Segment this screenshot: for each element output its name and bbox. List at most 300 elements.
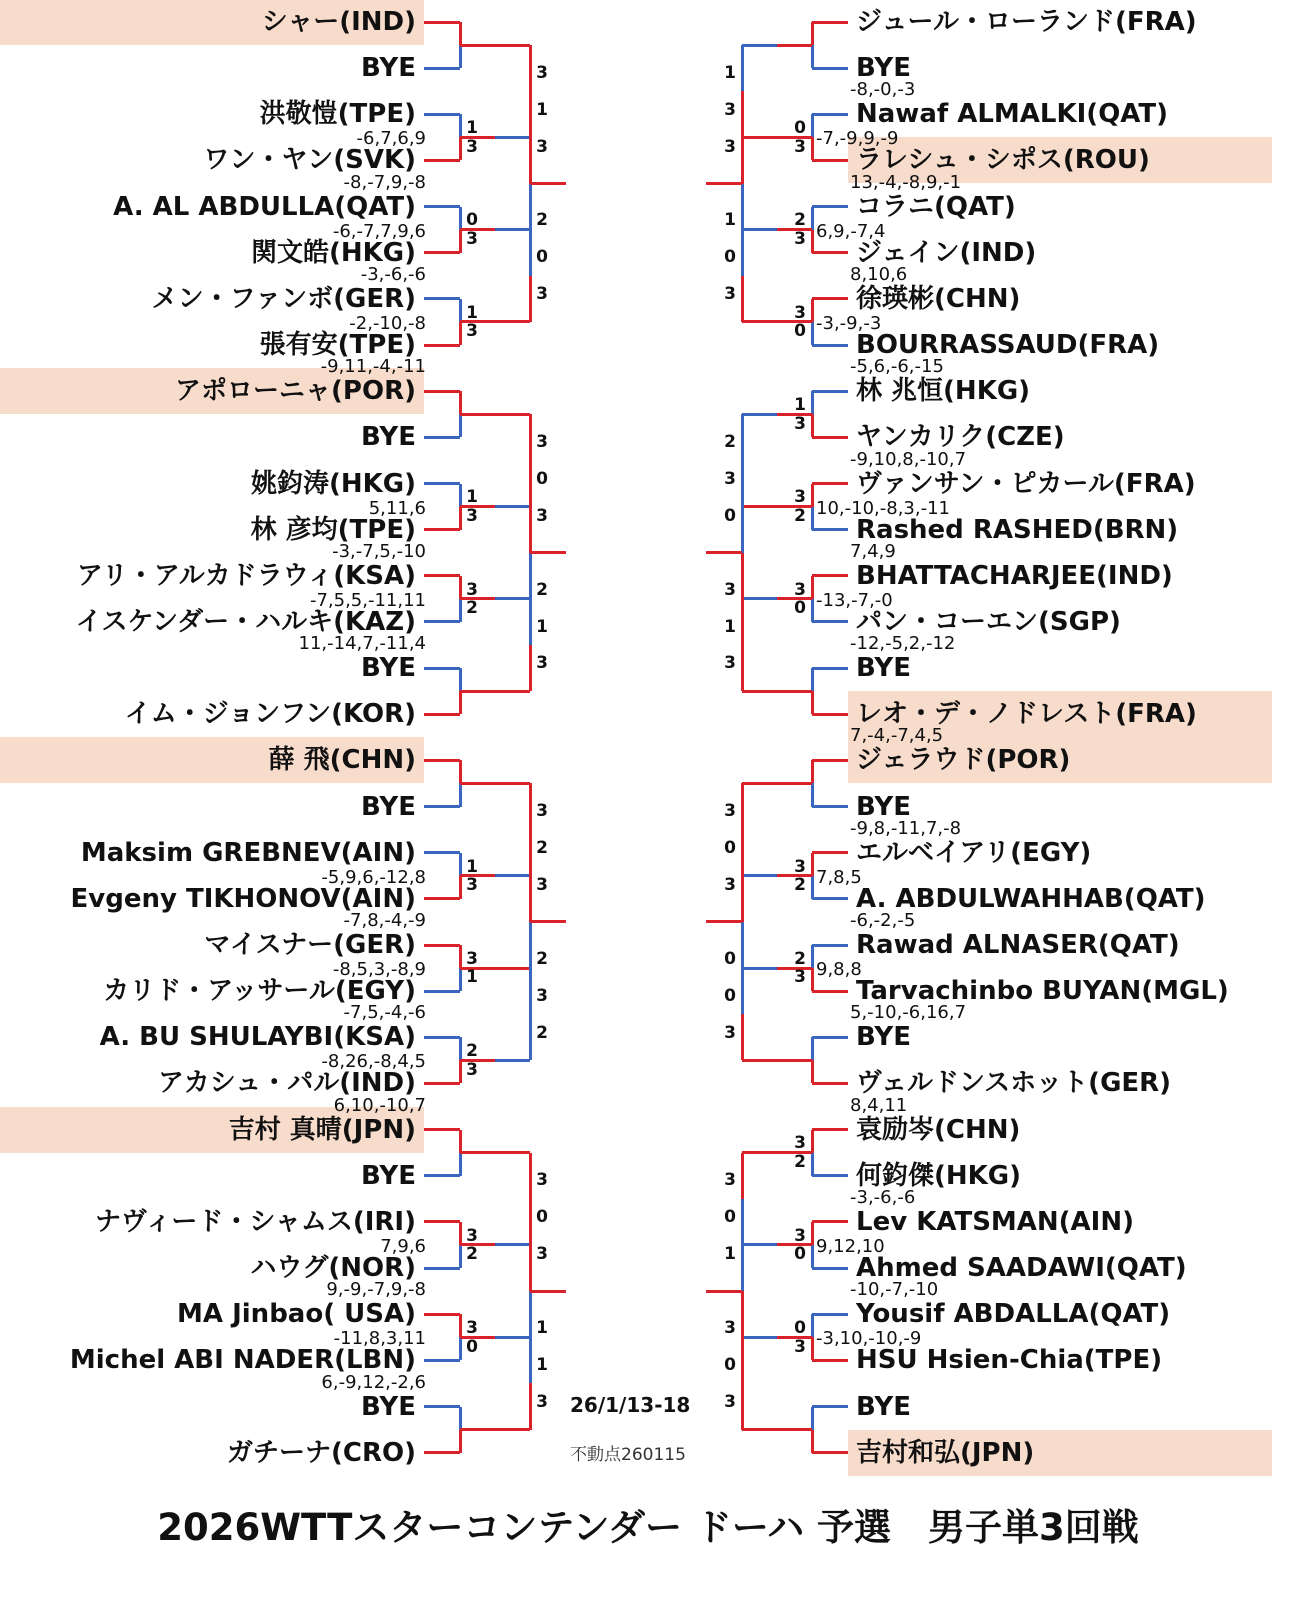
right-r2-4-lose-line [742, 874, 777, 877]
right-player-22: BYE [856, 1022, 911, 1053]
left-r1-2-score-bottom: 3 [466, 228, 478, 249]
left-r1-13-win-vert [459, 1222, 462, 1245]
right-player-0: ジュール・ローランド(FRA) [856, 7, 1197, 37]
right-r2-5-score-bottom: 3 [724, 1022, 736, 1043]
right-r2-6-win-vert [741, 1153, 744, 1199]
left-r2-7-win-line [495, 1428, 530, 1431]
left-r2-5-lose-vert [529, 1014, 532, 1060]
right-r1-games-b-8: -9,8,-11,7,-8 [850, 817, 962, 839]
left-r3-2-score-bottom: 2 [536, 948, 548, 969]
left-r1-games-b-5: -3,-7,5,-10 [332, 540, 426, 562]
right-r1-3-score-bottom: 0 [794, 321, 806, 342]
left-r3-2-lose-vert [529, 922, 532, 1014]
right-r1-7-lose-vert [811, 668, 814, 691]
right-player-17: BYE [856, 791, 911, 822]
left-r2-6-lose-line [495, 1243, 530, 1246]
left-r1-2-score-top: 0 [466, 210, 478, 231]
left-r3-3-win-vert [529, 1199, 532, 1291]
left-r1-games-b-14: 6,-9,12,-2,6 [321, 1371, 426, 1393]
left-r2-6-score-bottom: 0 [536, 1207, 548, 1228]
right-r1-9-lose-vert [811, 876, 814, 899]
left-r1-games-b-1: -8,-7,9,-8 [343, 171, 426, 193]
left-r3-1-lose-vert [529, 553, 532, 645]
right-r1-games-b-11: 8,4,11 [850, 1094, 908, 1116]
right-r1-2-win-vert [811, 230, 814, 253]
note-label: 不動点260115 [570, 1445, 686, 1465]
right-r3-0-score-top: 3 [724, 136, 736, 157]
left-r1-15-lose-line [424, 1405, 460, 1408]
right-r1-3-win-line [812, 297, 848, 300]
left-r3-1-score-bottom: 2 [536, 579, 548, 600]
right-r2-0-score-top: 1 [724, 62, 736, 83]
left-r1-1-win-line [424, 159, 460, 162]
left-r2-0-score-bottom: 1 [536, 99, 548, 120]
left-r1-games-1: -6,7,6,9 [356, 128, 426, 150]
left-r1-3-score-top: 1 [466, 302, 478, 323]
left-r1-games-10: -8,5,3,-8,9 [332, 959, 426, 980]
right-r2-0-lose-line [742, 44, 777, 47]
left-r3-0-score-top: 3 [536, 136, 548, 157]
right-r1-10-lose-line [812, 944, 848, 947]
left-player-26: ナヴィード・シャムス(IRI) [94, 1206, 416, 1237]
left-r1-6-lose-line [424, 620, 460, 623]
left-r1-9-lose-vert [459, 853, 462, 876]
left-r1-6-lose-vert [459, 599, 462, 622]
left-r1-7-out-line [460, 690, 495, 693]
right-r1-games-b-6: -12,-5,2,-12 [850, 633, 956, 655]
left-r1-5-score-top: 1 [466, 487, 478, 508]
right-r2-7-score-bottom: 3 [724, 1391, 736, 1412]
left-r1-14-score-top: 3 [466, 1318, 478, 1339]
left-r2-7-win-vert [529, 1383, 532, 1429]
left-r3-0-out-line [530, 182, 566, 185]
left-player-20: マイスナー(GER) [204, 930, 416, 960]
right-r1-10-lose-vert [811, 945, 814, 968]
right-r3-3-score-bottom: 3 [724, 1318, 736, 1339]
right-r3-0-out-line [706, 182, 742, 185]
right-r2-3-win-line [742, 690, 777, 693]
left-r1-4-lose-vert [459, 414, 462, 437]
right-player-8: 林 兆恒(HKG) [856, 376, 1031, 407]
right-r1-11-win-line [812, 1082, 848, 1085]
left-r1-1-score-top: 1 [466, 118, 478, 139]
left-r1-15-out-line [460, 1428, 495, 1431]
left-r1-games-b-10: -7,5,-4,-6 [343, 1002, 426, 1024]
left-player-31: ガチーナ(CRO) [227, 1437, 416, 1468]
left-r1-8-lose-line [424, 805, 460, 808]
left-player-9: BYE [361, 422, 416, 453]
left-player-22: A. BU SHULAYBI(KSA) [99, 1022, 416, 1053]
right-r1-11-out-line [777, 1059, 812, 1062]
right-r1-8-out-line [777, 782, 812, 785]
right-r1-7-win-vert [811, 691, 814, 714]
right-r1-13-score-top: 3 [794, 1225, 806, 1246]
left-r2-6-win-vert [529, 1153, 532, 1199]
left-r2-3-win-vert [529, 645, 532, 691]
right-r1-games-b-13: -10,-7,-10 [850, 1279, 939, 1301]
right-r1-7-win-line [812, 713, 848, 716]
right-r1-8-lose-line [812, 805, 848, 808]
right-r1-6-score-bottom: 0 [794, 598, 806, 619]
right-r1-2-win-line [812, 251, 848, 254]
right-r1-0-win-vert [811, 22, 814, 45]
right-r1-15-lose-vert [811, 1407, 814, 1430]
right-r1-14-win-vert [811, 1337, 814, 1360]
right-r1-13-win-line [812, 1220, 848, 1223]
right-r1-14-score-top: 0 [794, 1318, 806, 1339]
right-r1-games-13: 9,12,10 [816, 1235, 885, 1257]
left-r1-3-lose-line [424, 297, 460, 300]
right-r1-3-lose-vert [811, 322, 814, 345]
right-r1-3-lose-line [812, 344, 848, 347]
right-r1-games-b-4: -9,10,8,-10,7 [850, 448, 967, 470]
left-r1-6-score-bottom: 2 [466, 598, 478, 619]
left-r3-3-score-top: 3 [536, 1244, 548, 1265]
right-r1-12-score-top: 3 [794, 1133, 806, 1154]
left-r1-2-win-vert [459, 230, 462, 253]
right-r1-2-score-top: 2 [794, 210, 806, 231]
right-r2-3-score-top: 1 [724, 616, 736, 637]
right-r1-5-score-bottom: 2 [794, 505, 806, 526]
right-r2-6-lose-line [742, 1243, 777, 1246]
left-player-30: BYE [361, 1391, 416, 1422]
right-r1-games-b-5: 7,4,9 [850, 540, 896, 562]
left-r1-0-out-line [460, 44, 495, 47]
right-r3-0-lose-vert [741, 184, 744, 276]
left-r1-15-win-vert [459, 1430, 462, 1453]
left-r2-5-lose-line [495, 1059, 530, 1062]
right-r2-1-score-bottom: 3 [724, 284, 736, 305]
right-r1-15-win-line [812, 1451, 848, 1454]
right-player-5: ジェイン(IND) [856, 237, 1037, 268]
right-r2-1-score-top: 0 [724, 247, 736, 268]
right-r1-11-lose-vert [811, 1037, 814, 1060]
left-r1-15-lose-vert [459, 1407, 462, 1430]
right-r2-2-lose-vert [741, 414, 744, 460]
left-r1-12-out-line [460, 1151, 495, 1154]
left-player-21: カリド・アッサール(EGY) [103, 976, 416, 1007]
left-r1-10-win-vert [459, 945, 462, 968]
right-r1-15-win-vert [811, 1430, 814, 1453]
right-r3-3-lose-vert [741, 1199, 744, 1291]
left-r3-0-score-bottom: 2 [536, 210, 548, 231]
left-r1-9-score-bottom: 3 [466, 875, 478, 895]
right-r2-6-score-top: 3 [724, 1170, 736, 1191]
left-r1-13-lose-vert [459, 1245, 462, 1268]
right-r2-1-win-vert [741, 276, 744, 322]
left-r1-7-lose-line [424, 667, 460, 670]
right-r1-games-6: -13,-7,-0 [816, 589, 893, 611]
left-r1-games-b-2: -3,-6,-6 [360, 263, 426, 285]
right-r2-2-score-bottom: 3 [724, 468, 736, 489]
left-r3-3-score-bottom: 1 [536, 1318, 548, 1339]
right-r3-1-score-bottom: 3 [724, 579, 736, 600]
left-r2-4-score-top: 3 [536, 801, 548, 822]
right-player-21: Tarvachinbo BUYAN(MGL) [856, 976, 1229, 1007]
right-r1-games-9: 7,8,5 [816, 866, 862, 888]
left-player-17: BYE [361, 791, 416, 822]
right-r3-0-score-bottom: 1 [724, 210, 736, 231]
right-r1-5-win-line [812, 482, 848, 485]
left-player-19: Evgeny TIKHONOV(AIN) [70, 883, 416, 914]
left-r1-games-13: 7,9,6 [380, 1235, 426, 1257]
right-r1-10-score-bottom: 3 [794, 967, 806, 988]
right-r2-5-lose-line [742, 967, 777, 970]
right-r1-9-win-vert [811, 853, 814, 876]
left-r1-3-lose-vert [459, 299, 462, 322]
right-r3-1-out-line [706, 551, 742, 554]
left-r2-3-score-bottom: 3 [536, 653, 548, 674]
right-r2-2-score-top: 2 [724, 431, 736, 452]
right-r3-3-out-line [706, 1290, 742, 1293]
right-r2-5-win-line [742, 1059, 777, 1062]
right-r1-games-1: -7,-9,9,-9 [816, 128, 899, 150]
left-r2-6-score-top: 3 [536, 1170, 548, 1191]
right-player-10: ヴァンサン・ピカール(FRA) [856, 468, 1196, 499]
left-r1-games-9: -5,9,6,-12,8 [321, 866, 426, 888]
right-r1-2-lose-line [812, 205, 848, 208]
right-r1-10-win-line [812, 990, 848, 993]
left-r2-0-win-line [495, 44, 530, 47]
right-r1-3-win-vert [811, 299, 814, 322]
right-r2-4-score-bottom: 0 [724, 838, 736, 859]
left-r1-15-win-line [424, 1451, 460, 1454]
right-r1-1-score-bottom: 3 [794, 136, 806, 157]
right-r1-14-win-line [812, 1359, 848, 1362]
left-r1-9-win-line [424, 897, 460, 900]
right-r1-1-win-vert [811, 137, 814, 160]
right-r2-4-win-vert [741, 783, 744, 829]
left-r2-1-score-bottom: 3 [536, 284, 548, 305]
right-r1-13-lose-line [812, 1267, 848, 1270]
left-r1-games-b-9: -7,8,-4,-9 [343, 910, 426, 931]
left-r2-7-score-bottom: 3 [536, 1391, 548, 1412]
left-r2-7-score-top: 1 [536, 1354, 548, 1375]
left-r1-games-2: -6,-7,7,9,6 [332, 220, 426, 242]
right-r1-games-b-3: -5,6,-6,-15 [850, 356, 944, 378]
right-r1-5-win-vert [811, 484, 814, 507]
left-r1-3-win-line [424, 344, 460, 347]
left-r1-5-score-bottom: 3 [466, 505, 478, 526]
left-player-3: ワン・ヤン(SVK) [203, 145, 416, 176]
right-r1-10-score-top: 2 [794, 948, 806, 969]
left-r1-10-score-bottom: 1 [466, 967, 478, 988]
right-r1-6-win-line [812, 574, 848, 577]
left-r3-2-out-line [530, 920, 566, 923]
right-r1-games-14: -3,10,-10,-9 [816, 1328, 922, 1350]
left-r1-4-lose-line [424, 436, 460, 439]
right-r1-6-score-top: 3 [794, 579, 806, 600]
right-r1-9-score-top: 3 [794, 856, 806, 877]
left-r1-14-score-bottom: 0 [466, 1336, 478, 1357]
left-r3-0-lose-vert [529, 184, 532, 276]
date-label: 26/1/13-18 [570, 1393, 691, 1417]
left-r1-8-out-line [460, 782, 495, 785]
right-r3-2-out-line [706, 920, 742, 923]
left-r1-11-win-line [424, 1082, 460, 1085]
left-r2-2-win-line [495, 413, 530, 416]
right-player-11: Rashed RASHED(BRN) [856, 514, 1179, 545]
left-r2-3-lose-line [495, 597, 530, 600]
left-r1-9-score-top: 1 [466, 856, 478, 877]
left-r1-14-lose-vert [459, 1337, 462, 1360]
right-r1-games-3: -3,-9,-3 [816, 312, 882, 334]
right-r2-2-lose-line [742, 413, 777, 416]
right-player-6: 徐瑛彬(CHN) [856, 283, 1021, 314]
left-r2-0-lose-line [495, 136, 530, 139]
right-r1-6-lose-vert [811, 599, 814, 622]
left-r2-1-win-vert [529, 276, 532, 322]
right-r1-games-10: 9,8,8 [816, 959, 862, 980]
left-r1-games-b-3: -9,11,-4,-11 [320, 356, 426, 378]
left-r3-0-win-vert [529, 91, 532, 183]
left-player-1: BYE [361, 53, 416, 84]
left-r1-14-win-line [424, 1313, 460, 1316]
left-r1-1-score-bottom: 3 [466, 136, 478, 157]
right-player-23: ヴェルドンスホット(GER) [856, 1068, 1172, 1099]
right-player-7: BOURRASSAUD(FRA) [856, 330, 1160, 361]
left-player-28: MA Jinbao( USA) [177, 1299, 416, 1330]
right-r2-0-score-bottom: 3 [724, 99, 736, 120]
right-r1-4-win-vert [811, 414, 814, 437]
left-r1-9-win-vert [459, 876, 462, 899]
left-r1-games-14: -11,8,3,11 [333, 1328, 426, 1350]
right-r1-13-score-bottom: 0 [794, 1244, 806, 1265]
left-r1-games-b-11: 6,10,-10,7 [333, 1094, 426, 1116]
left-player-7: 張有安(TPE) [259, 330, 416, 361]
left-r2-7-lose-line [495, 1336, 530, 1339]
right-player-4: コラニ(QAT) [856, 191, 1016, 222]
right-r1-games-b-0: -8,-0,-3 [850, 79, 916, 101]
right-r1-0-lose-vert [811, 45, 814, 68]
left-player-15: イム・ジョンフン(KOR) [124, 699, 416, 730]
right-r1-4-score-bottom: 3 [794, 413, 806, 434]
right-player-26: Lev KATSMAN(AIN) [856, 1206, 1134, 1237]
left-r1-11-lose-vert [459, 1037, 462, 1060]
right-r1-5-score-top: 3 [794, 487, 806, 508]
left-r1-5-win-line [424, 528, 460, 531]
right-r1-games-b-9: -6,-2,-5 [850, 910, 916, 931]
left-r3-2-win-vert [529, 830, 532, 922]
left-r2-5-score-top: 3 [536, 985, 548, 1006]
left-r1-1-lose-vert [459, 114, 462, 137]
right-r1-14-score-bottom: 3 [794, 1336, 806, 1357]
right-r3-1-lose-vert [741, 460, 744, 552]
right-r3-1-win-vert [741, 553, 744, 645]
left-r2-6-win-line [495, 1151, 530, 1154]
left-r1-2-lose-vert [459, 207, 462, 230]
page-title: 2026WTTスターコンテンダー ドーハ 予選 男子単3回戦 [157, 1506, 1139, 1549]
left-r2-0-score-top: 3 [536, 62, 548, 83]
left-player-14: BYE [361, 653, 416, 684]
left-r3-1-out-line [530, 551, 566, 554]
right-r1-4-win-line [812, 436, 848, 439]
right-player-15: レオ・デ・ノドレスト(FRA) [856, 699, 1197, 730]
right-r1-2-score-bottom: 3 [794, 228, 806, 249]
left-r2-0-win-vert [529, 45, 532, 91]
right-r1-8-lose-vert [811, 783, 814, 806]
left-r1-11-win-vert [459, 1060, 462, 1083]
right-r1-games-b-12: -3,-6,-6 [850, 1186, 916, 1208]
right-r3-2-lose-vert [741, 922, 744, 1014]
right-player-16: ジェラウド(POR) [856, 745, 1071, 776]
right-r1-games-5: 10,-10,-8,3,-11 [816, 497, 950, 519]
right-r3-3-score-top: 1 [724, 1244, 736, 1265]
right-r2-7-win-line [742, 1428, 777, 1431]
right-r2-1-lose-line [742, 228, 777, 231]
right-r2-3-win-vert [741, 645, 744, 691]
left-r1-13-score-bottom: 2 [466, 1244, 478, 1265]
left-player-4: A. AL ABDULLA(QAT) [113, 191, 416, 222]
right-r3-2-score-top: 3 [724, 875, 736, 895]
left-player-2: 洪敬愷(TPE) [259, 99, 416, 130]
right-r1-11-lose-line [812, 1036, 848, 1039]
right-player-19: A. ABDULWAHHAB(QAT) [856, 883, 1206, 914]
right-r1-0-out-line [777, 44, 812, 47]
right-r3-2-win-vert [741, 830, 744, 922]
left-r2-4-win-line [495, 782, 530, 785]
left-player-13: イスケンダー・ハルキ(KAZ) [75, 606, 416, 637]
left-r2-3-win-line [495, 690, 530, 693]
right-r1-5-lose-line [812, 528, 848, 531]
right-r2-5-score-top: 0 [724, 985, 736, 1006]
left-r1-12-win-vert [459, 1130, 462, 1153]
right-r1-1-win-line [812, 159, 848, 162]
left-r1-7-win-line [424, 713, 460, 716]
right-r2-0-lose-vert [741, 45, 744, 91]
left-player-5: 関文皓(HKG) [250, 237, 416, 268]
right-r1-13-lose-vert [811, 1245, 814, 1268]
right-r1-12-score-bottom: 2 [794, 1151, 806, 1172]
right-player-27: Ahmed SAADAWI(QAT) [856, 1253, 1187, 1284]
left-r1-1-win-vert [459, 137, 462, 160]
right-player-29: HSU Hsien-Chia(TPE) [856, 1345, 1163, 1376]
right-r1-7-lose-line [812, 667, 848, 670]
left-r1-14-lose-line [424, 1359, 460, 1362]
left-r3-1-win-vert [529, 460, 532, 552]
right-r3-3-win-vert [741, 1291, 744, 1383]
left-r1-4-win-line [424, 390, 460, 393]
right-r3-1-score-top: 0 [724, 505, 736, 526]
right-r1-0-win-line [812, 21, 848, 24]
left-r1-11-score-bottom: 3 [466, 1059, 478, 1080]
right-r2-7-win-vert [741, 1383, 744, 1429]
right-r1-9-lose-line [812, 897, 848, 900]
left-r2-2-win-vert [529, 414, 532, 460]
right-r3-0-win-vert [741, 91, 744, 183]
left-r1-8-win-vert [459, 760, 462, 783]
left-r1-8-win-line [424, 759, 460, 762]
right-player-25: 何鈞傑(HKG) [856, 1160, 1022, 1191]
left-r1-12-lose-vert [459, 1153, 462, 1176]
left-r1-13-win-line [424, 1220, 460, 1223]
left-r2-1-win-line [495, 320, 530, 323]
right-r1-4-lose-vert [811, 391, 814, 414]
right-player-30: BYE [856, 1391, 911, 1422]
right-r1-games-b-2: 8,10,6 [850, 263, 908, 285]
right-r1-5-lose-vert [811, 507, 814, 530]
right-r2-4-score-top: 3 [724, 801, 736, 822]
left-r1-11-score-top: 2 [466, 1041, 478, 1062]
left-player-11: 林 彦均(TPE) [250, 514, 416, 545]
left-r2-4-lose-line [495, 874, 530, 877]
right-r2-1-win-line [742, 320, 777, 323]
left-r1-2-lose-line [424, 205, 460, 208]
right-r1-6-win-vert [811, 576, 814, 599]
right-r2-6-win-line [742, 1151, 777, 1154]
right-player-1: BYE [856, 53, 911, 84]
left-player-10: 姚鈞涛(HKG) [250, 468, 416, 499]
